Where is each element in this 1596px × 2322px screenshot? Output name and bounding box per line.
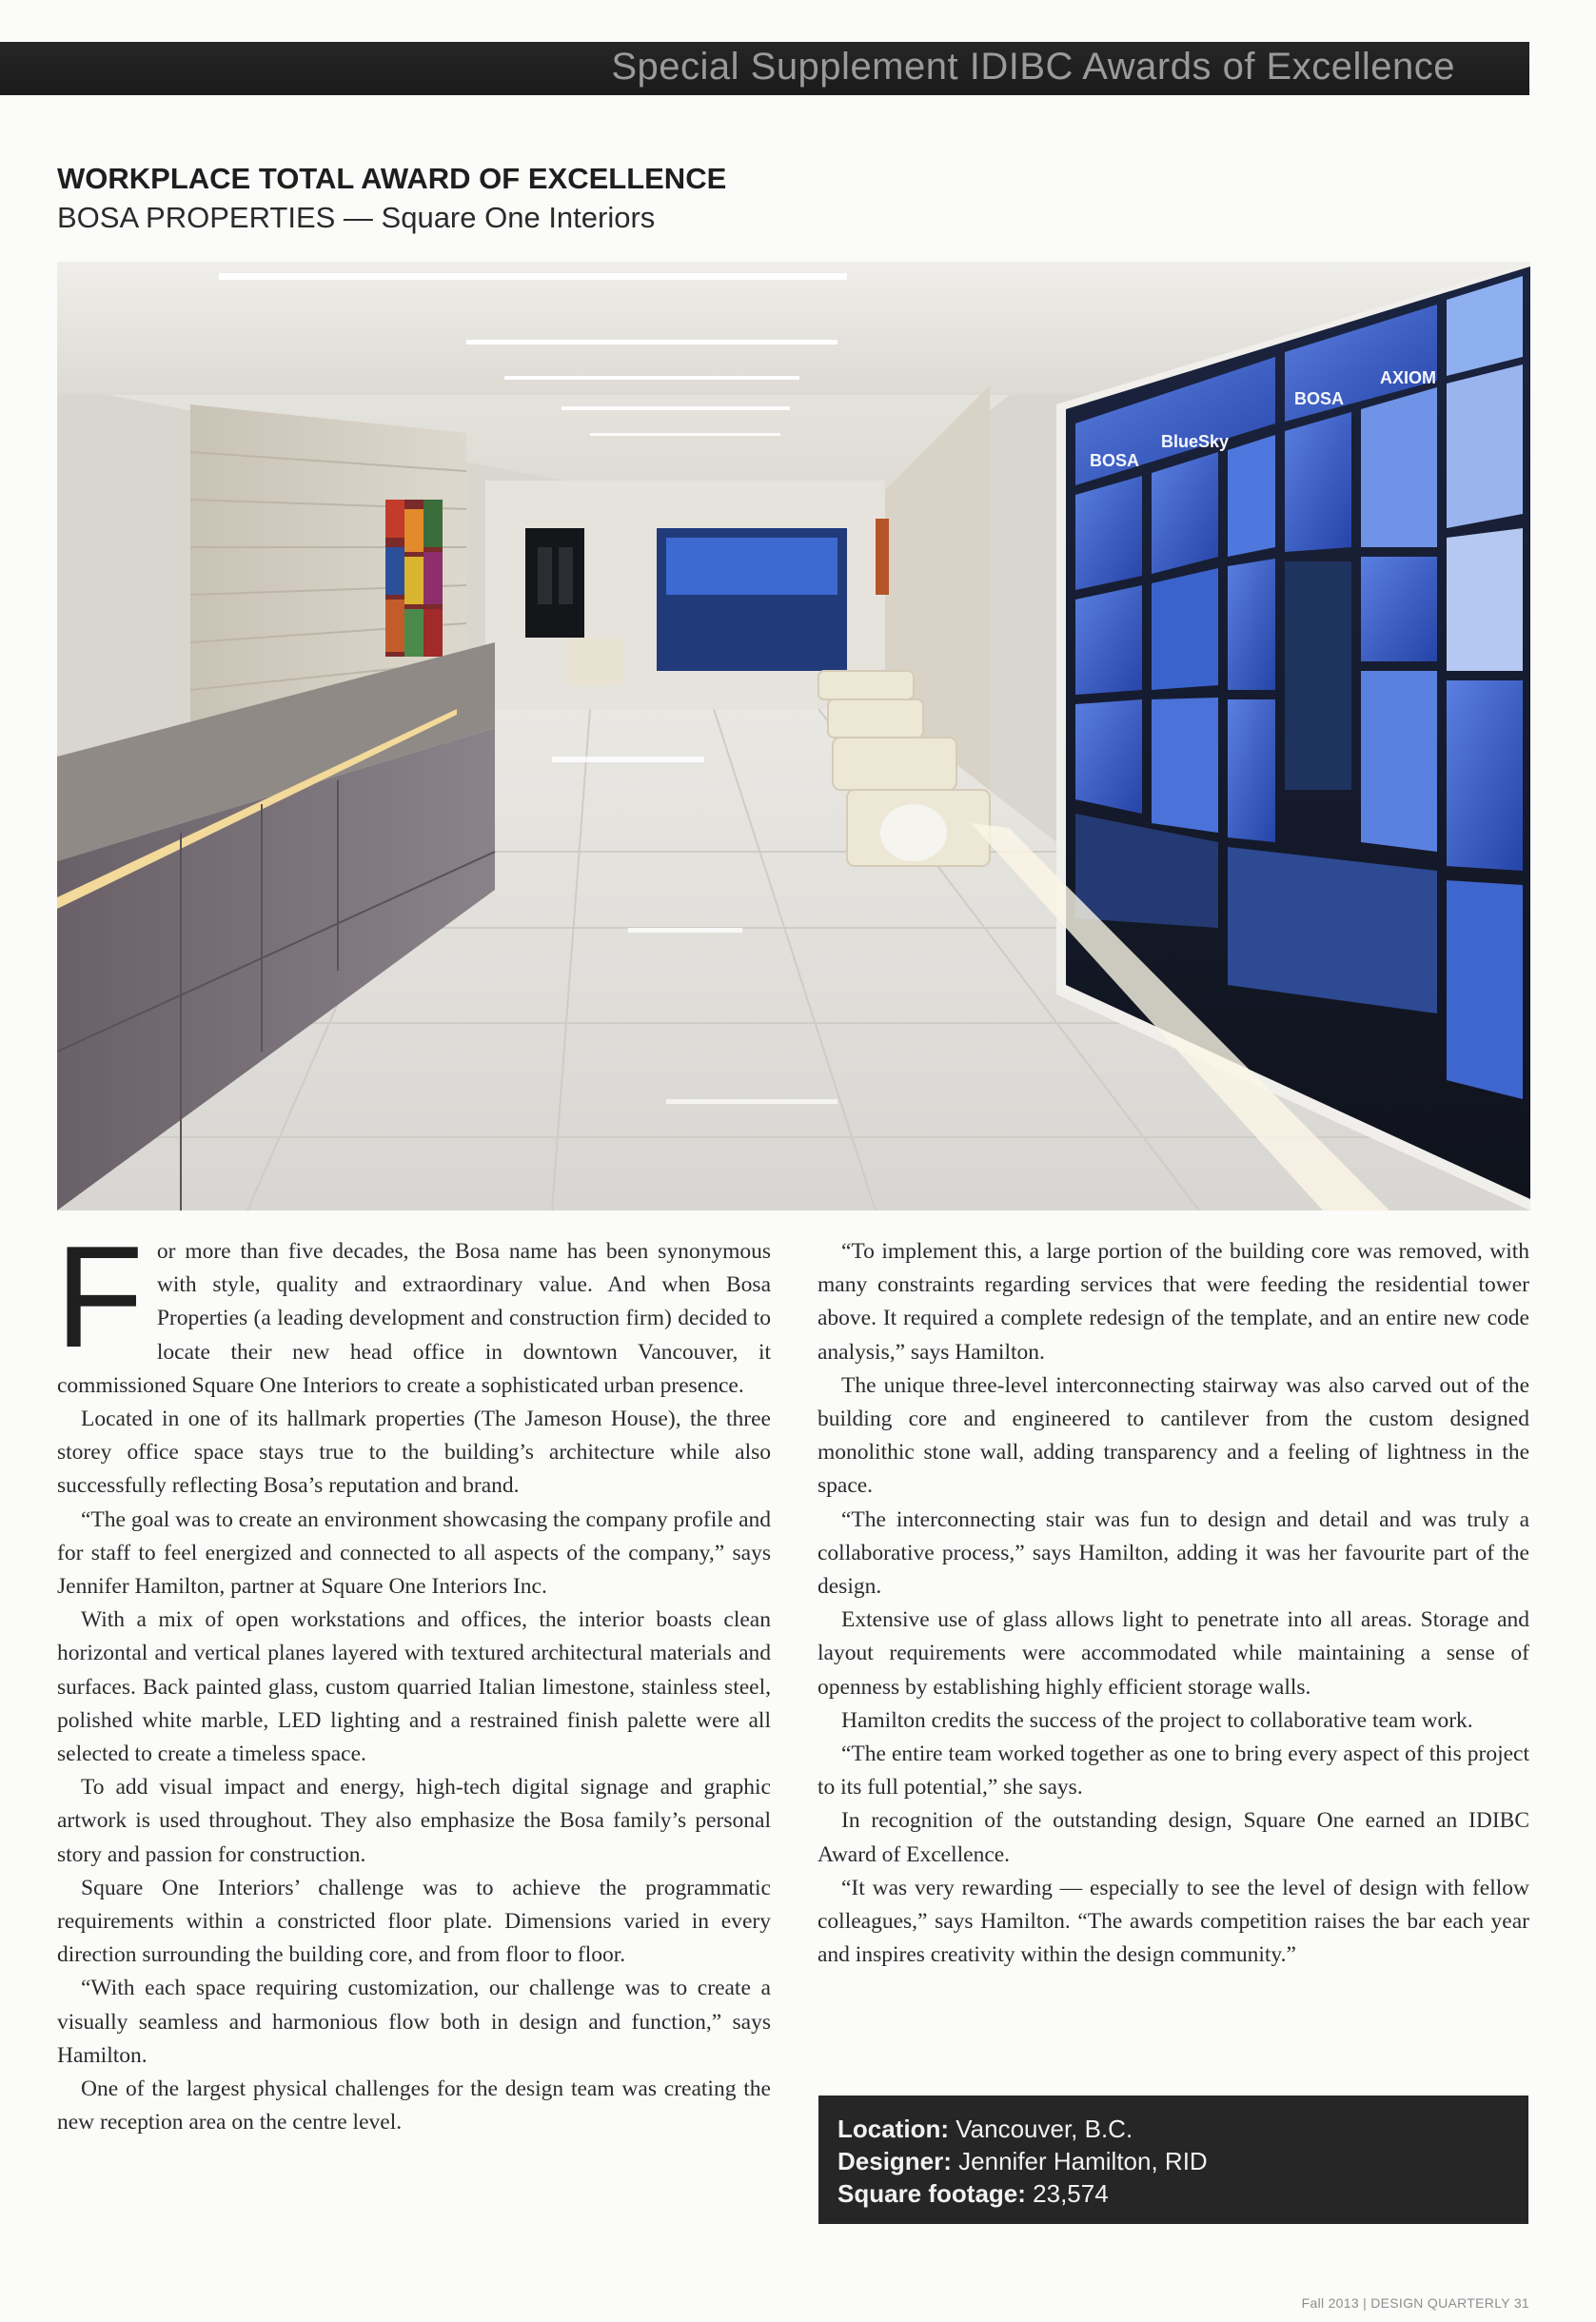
award-title: WORKPLACE TOTAL AWARD OF EXCELLENCE bbox=[57, 162, 727, 195]
article-paragraph: One of the largest physical challenges for the design team was creating the new reception area on the centre level. bbox=[57, 2076, 771, 2135]
award-subtitle: BOSA PROPERTIES — Square One Interiors bbox=[57, 201, 656, 234]
article-paragraph: Extensive use of glass allows light to penetrate into all areas. Storage and layout requirements were accommodated while maintaining a sense of openness by establishing highly efficient storage walls. bbox=[818, 1607, 1529, 1700]
signage-logo-text: BlueSky bbox=[1161, 432, 1230, 451]
page-footer: Fall 2013 | DESIGN QUARTERLY 31 bbox=[1301, 2295, 1529, 2311]
article-paragraph: or more than five decades, the Bosa name has been synonymous with style, quality and extraordinary value. And when Bosa Properties (a leading development and construction firm) decided to locate their new head office in downtown Vancouver, it commissioned Square One Interiors to create a sophisticated urban presence. bbox=[57, 1239, 771, 1398]
location-label: Location: bbox=[837, 2115, 949, 2143]
article-paragraph: In recognition of the outstanding design, Square One earned an IDIBC Award of Excellence. bbox=[818, 1808, 1529, 1867]
footage-label: Square footage: bbox=[837, 2179, 1026, 2208]
article-paragraph: “It was very rewarding — especially to see the level of design with fellow colleagues,” says Hamilton. “The awards competition raises the bar each year and inspires creativity within the design community.” bbox=[818, 1875, 1529, 1968]
article-paragraph: “With each space requiring customization, our challenge was to create a visually seamless and harmonious flow both in design and function,” says Hamilton. bbox=[57, 1976, 771, 2068]
signage-logo-text: BOSA bbox=[1294, 389, 1345, 408]
article-paragraph: To add visual impact and energy, high-tech digital signage and graphic artwork is used throughout. They also emphasize the Bosa family’s personal story and passion for construction. bbox=[57, 1775, 771, 1867]
signage-logo-text: AXIOM bbox=[1380, 368, 1437, 387]
article-paragraph: Square One Interiors’ challenge was to achieve the programmatic requirements within a constricted floor plate. Dimensions varied in every direction surrounding the building core, and from floor to floor. bbox=[57, 1875, 771, 1968]
drop-cap: F bbox=[55, 1216, 144, 1378]
supplement-banner bbox=[0, 42, 1529, 95]
location-row bbox=[837, 2113, 1509, 2145]
designer-label: Designer: bbox=[837, 2147, 952, 2175]
office-reception-photo bbox=[57, 262, 1530, 1210]
article-paragraph: Located in one of its hallmark properties (The Jameson House), the three storey office space stays true to the building’s architecture while also successfully reflecting Bosa’s reputation and brand. bbox=[57, 1407, 771, 1499]
article-paragraph: “To implement this, a large portion of the building core was removed, with many constraints regarding services that were feeding the residential tower above. It required a complete redesign of the template, and an entire new code analysis,” says Hamilton. bbox=[818, 1239, 1529, 1365]
article-column-right bbox=[818, 1235, 1529, 1972]
article-paragraph: “The entire team worked together as one to bring every aspect of this project to its full potential,” she says. bbox=[818, 1742, 1529, 1801]
footage-row bbox=[837, 2177, 1509, 2210]
designer-row bbox=[837, 2145, 1509, 2177]
article-paragraph: “The goal was to create an environment showcasing the company profile and for staff to feel energized and connected to all aspects of the company,” says Jennifer Hamilton, partner at Square One Interiors Inc. bbox=[57, 1506, 771, 1600]
article-paragraph: “The interconnecting stair was fun to design and detail and was truly a collaborative process,” says Hamilton, adding it was her favourite part of the design. bbox=[818, 1506, 1529, 1600]
location-value: Vancouver, B.C. bbox=[956, 2115, 1133, 2143]
banner-title: Special Supplement IDIBC Awards of Excellence bbox=[611, 46, 1455, 88]
footage-value: 23,574 bbox=[1033, 2179, 1109, 2208]
article-column-left bbox=[55, 1216, 771, 2139]
designer-value: Jennifer Hamilton, RID bbox=[958, 2147, 1208, 2175]
project-info-box bbox=[818, 2096, 1528, 2224]
article-paragraph: With a mix of open workstations and offices, the interior boasts clean horizontal and vertical planes layered with textured architectural materials and surfaces. Back painted glass, custom quarried Italian limestone, stainless steel, polished white marble, LED lighting and a restrained finish palette were all selected to create a timeless space. bbox=[57, 1607, 771, 1767]
article-paragraph: The unique three-level interconnecting stairway was also carved out of the building core and engineered to cantilever from the custom designed monolithic stone wall, adding transparency and a feeling of lightness in the space. bbox=[818, 1372, 1529, 1499]
signage-logo-text: BOSA bbox=[1090, 451, 1140, 470]
article-paragraph: Hamilton credits the success of the project to collaborative team work. bbox=[841, 1707, 1473, 1733]
